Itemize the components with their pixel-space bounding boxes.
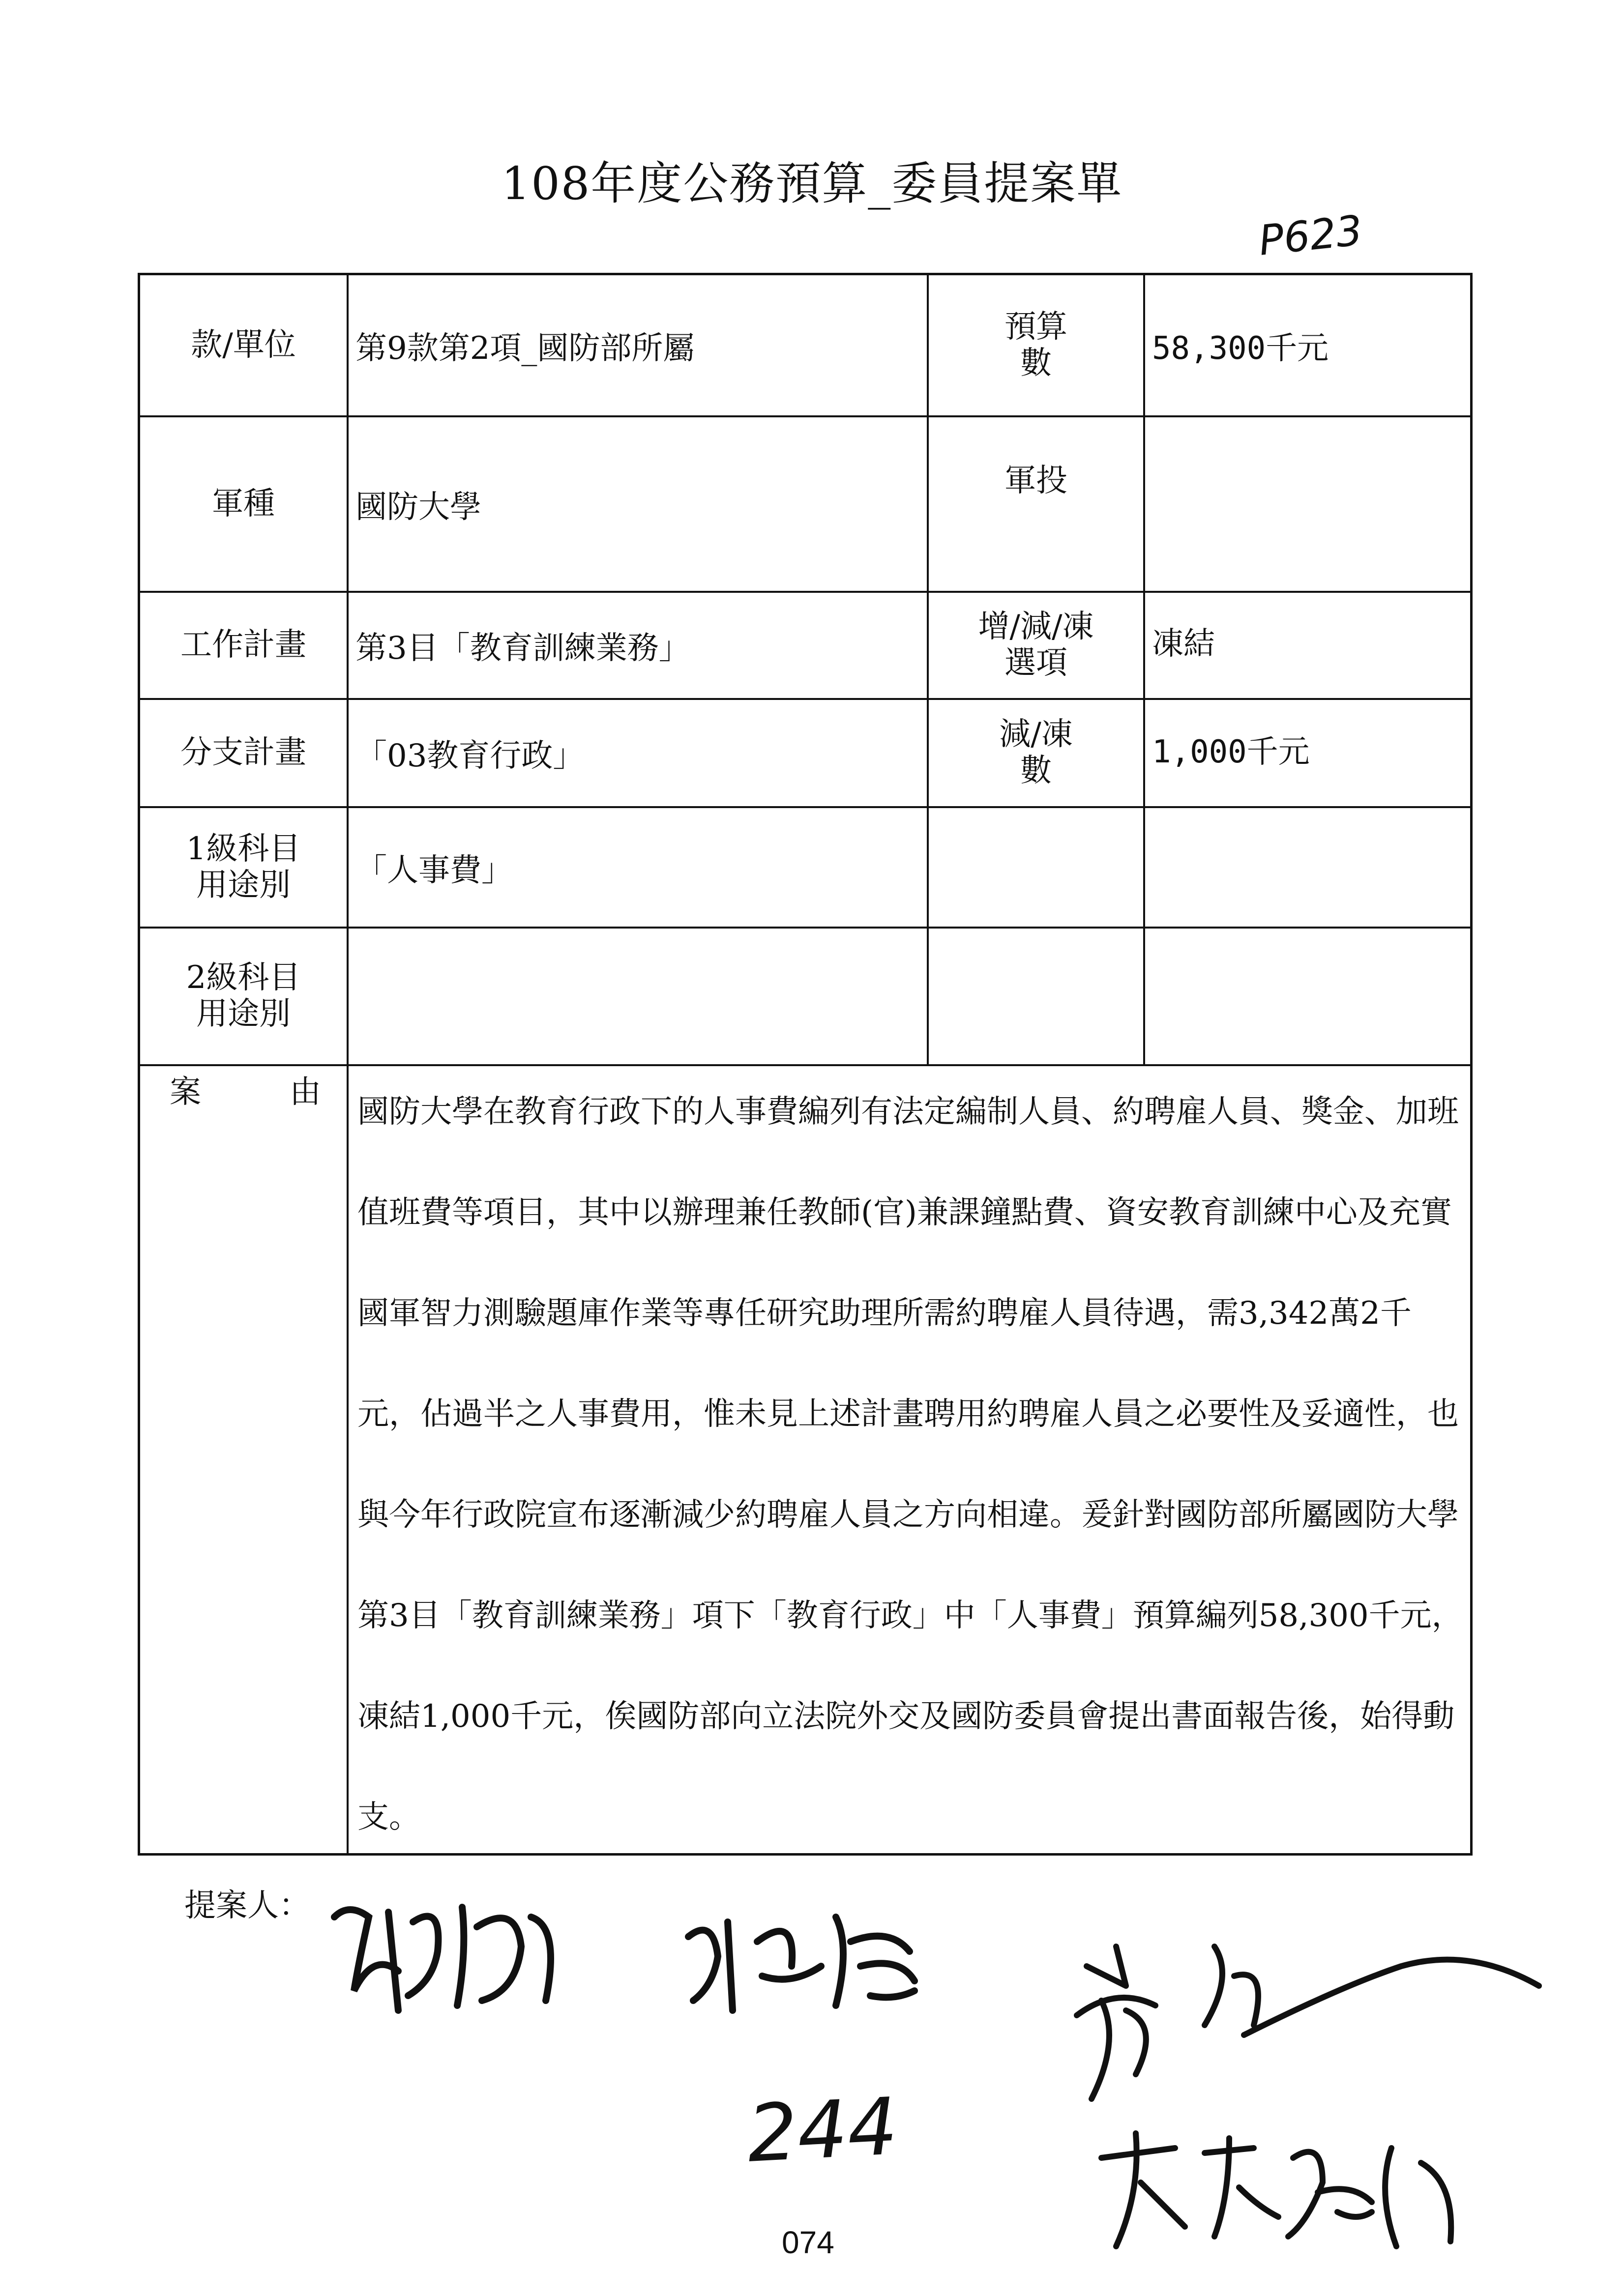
value-sub-plan: 「03教育行政」 — [355, 738, 585, 774]
label-reason: 案由 — [170, 1074, 410, 1110]
signature-2 — [674, 1897, 949, 2025]
label-budget-amount: 預算 數 — [1004, 308, 1067, 381]
label-work-plan: 工作計畫 — [180, 627, 306, 664]
document-title: 108年度公務預算_委員提案單 — [501, 157, 1123, 210]
value-reason-text: 國防大學在教育行政下的人事費編列有法定編制人員、約聘雇人員、獎金、加班值班費等項目，其中以辦理兼任教師(官)兼課鐘點費、資安教育訓練中心及充實國軍智力測驗題庫作業等專任研究助理所需約聘雇人員待遇，需3,342萬2千元，佔過半之人事費用，惟未見上述計畫聘用約聘雇人員之必要性及妥適性，也與今年行政院宣布逐漸減少約聘雇人員之方向相違。爰針對國防部所屬國防大學第3目「教育訓練業務」項下「教育行政」中「人事費」預算編列58,300千元，凍結1,000千元，俟國防部向立法院外交及國防委員會提出書面報告後，始得動支。 — [357, 1094, 1463, 1835]
signature-4 — [1082, 2114, 1485, 2261]
value-unit: 第9款第2項_國防部所屬 — [355, 330, 695, 367]
value-budget-amount: 58,300千元 — [1152, 330, 1329, 367]
label-level1-category: 1級科目 用途別 — [186, 830, 301, 903]
value-level1-category: 「人事費」 — [355, 852, 513, 889]
label-unit: 款/單位 — [191, 326, 296, 363]
label-reduction-amount: 減/凍 數 — [999, 716, 1073, 789]
value-military-investment — [1145, 417, 1470, 591]
signature-1 — [315, 1883, 590, 2025]
proposal-form-table — [138, 273, 1473, 1856]
value-service-branch: 國防大學 — [355, 489, 481, 525]
value-level2-category — [349, 929, 927, 1064]
handwritten-page-reference: P623 — [1256, 206, 1365, 265]
page-number: 074 — [782, 2225, 834, 2260]
label-service-branch: 軍種 — [212, 485, 275, 522]
label-action-option: 增/減/凍 選項 — [978, 609, 1094, 681]
signature-3 — [1057, 1927, 1578, 2104]
label-proposer: 提案人： — [184, 1888, 310, 1924]
value-work-plan: 第3目「教育訓練業務」 — [355, 630, 690, 667]
value-reduction-amount: 1,000千元 — [1152, 734, 1310, 770]
handwritten-page-number: 244 — [745, 2080, 900, 2180]
value-action-option: 凍結 — [1152, 625, 1215, 662]
label-military-investment: 軍投 — [1004, 463, 1067, 499]
label-level2-category: 2級科目 用途別 — [186, 959, 301, 1032]
label-sub-plan: 分支計畫 — [180, 734, 306, 771]
